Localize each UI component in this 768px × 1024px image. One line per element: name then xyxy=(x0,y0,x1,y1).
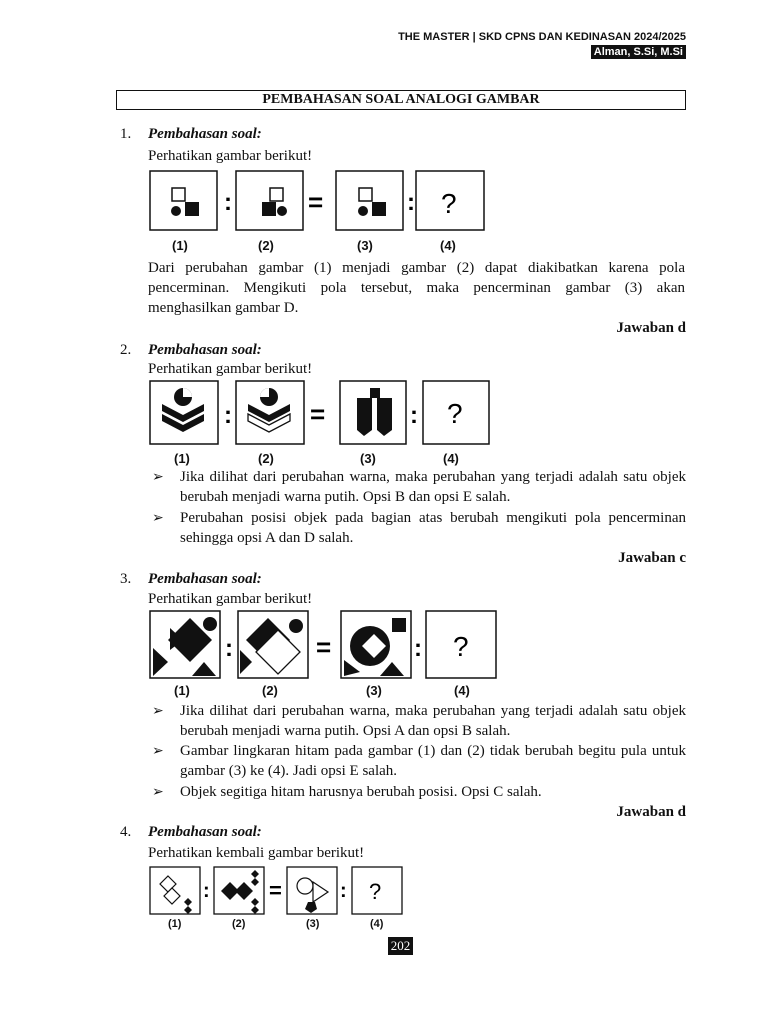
fig1-label-3: (3) xyxy=(357,238,373,253)
question-intro: Perhatikan gambar berikut! xyxy=(148,591,313,607)
bullet-text: Gambar lingkaran hitam pada gambar (1) dan (2) tidak berubah begitu pula untuk gambar (3) ke (4). Jadi opsi E salah. xyxy=(180,743,686,779)
question-number: 3. xyxy=(120,571,132,587)
bullet-arrow-icon: ➢ xyxy=(152,785,164,800)
bullet-arrow-icon: ➢ xyxy=(152,511,164,526)
answer-label: Jawaban d xyxy=(616,320,686,336)
question-number: 4. xyxy=(120,824,132,840)
analogy-figure-3 xyxy=(148,610,500,680)
svg-text::: : xyxy=(340,880,347,902)
fig1-equals: = xyxy=(308,187,324,217)
question-explanation: Dari perubahan gambar (1) menjadi gambar (2) dapat diakibatkan karena pola pencerminan. Mengikuti pola tersebut, maka pencerminan gambar (3) akan menghasilkan gambar D. xyxy=(148,260,685,316)
svg-text::: : xyxy=(203,880,210,902)
svg-text::: : xyxy=(225,635,233,662)
analogy-figure-1 xyxy=(148,170,488,232)
question-number: 1. xyxy=(120,126,132,142)
question-heading: Pembahasan soal: xyxy=(148,126,262,142)
answer-label: Jawaban d xyxy=(616,804,686,820)
bullet-arrow-icon: ➢ xyxy=(152,704,164,719)
analogy-figure-4 xyxy=(148,866,406,916)
question-intro: Perhatikan gambar berikut! xyxy=(148,361,313,377)
svg-text:=: = xyxy=(269,878,282,903)
svg-text::: : xyxy=(224,402,232,429)
bullet-arrow-icon: ➢ xyxy=(152,744,164,759)
svg-text:?: ? xyxy=(453,631,469,662)
bullet-text: Jika dilihat dari perubahan warna, maka perubahan yang terjadi adalah satu objek berubah menjadi warna putih. Opsi A dan opsi B salah. xyxy=(180,703,686,739)
fig1-label-1: (1) xyxy=(172,238,188,253)
analogy-figure-2 xyxy=(148,380,493,446)
page-number: 202 xyxy=(388,937,413,955)
section-title: PEMBAHASAN SOAL ANALOGI GAMBAR xyxy=(116,90,686,110)
book-title: THE MASTER | SKD CPNS DAN KEDINASAN 2024/2025 xyxy=(398,31,686,43)
svg-text::: : xyxy=(414,635,422,662)
bullet-text: Jika dilihat dari perubahan warna, maka perubahan yang terjadi adalah satu objek berubah menjadi warna putih. Opsi B dan opsi E salah. xyxy=(180,469,686,505)
bullet-arrow-icon: ➢ xyxy=(152,470,164,485)
question-heading: Pembahasan soal: xyxy=(148,342,262,358)
bullet-text: Perubahan posisi objek pada bagian atas berubah mengikuti pola pencerminan sehingga opsi A dan D salah. xyxy=(180,510,686,546)
question-heading: Pembahasan soal: xyxy=(148,571,262,587)
fig1-label-2: (2) xyxy=(258,238,274,253)
svg-text:=: = xyxy=(316,632,332,662)
fig1-square-black xyxy=(185,202,199,216)
question-intro: Perhatikan gambar berikut! xyxy=(148,148,313,164)
svg-text::: : xyxy=(410,402,418,429)
fig1-label-4: (4) xyxy=(440,238,456,253)
bullet-text: Objek segitiga hitam harusnya berubah posisi. Opsi C salah. xyxy=(180,784,542,800)
page-header xyxy=(398,30,686,59)
answer-label: Jawaban c xyxy=(618,550,686,566)
svg-text:=: = xyxy=(310,399,326,429)
question-number: 2. xyxy=(120,342,132,358)
question-intro: Perhatikan kembali gambar berikut! xyxy=(148,845,365,861)
fig1-question-mark: ? xyxy=(441,188,457,219)
fig1-circle xyxy=(171,206,181,216)
svg-text:?: ? xyxy=(369,879,382,904)
svg-text:?: ? xyxy=(447,398,463,429)
question-heading: Pembahasan soal: xyxy=(148,824,262,840)
fig1-square-outline xyxy=(172,188,185,201)
fig1-colon: : xyxy=(224,189,232,216)
author-badge: Alman, S.Si, M.Si xyxy=(591,45,686,59)
svg-text::: : xyxy=(407,189,415,216)
